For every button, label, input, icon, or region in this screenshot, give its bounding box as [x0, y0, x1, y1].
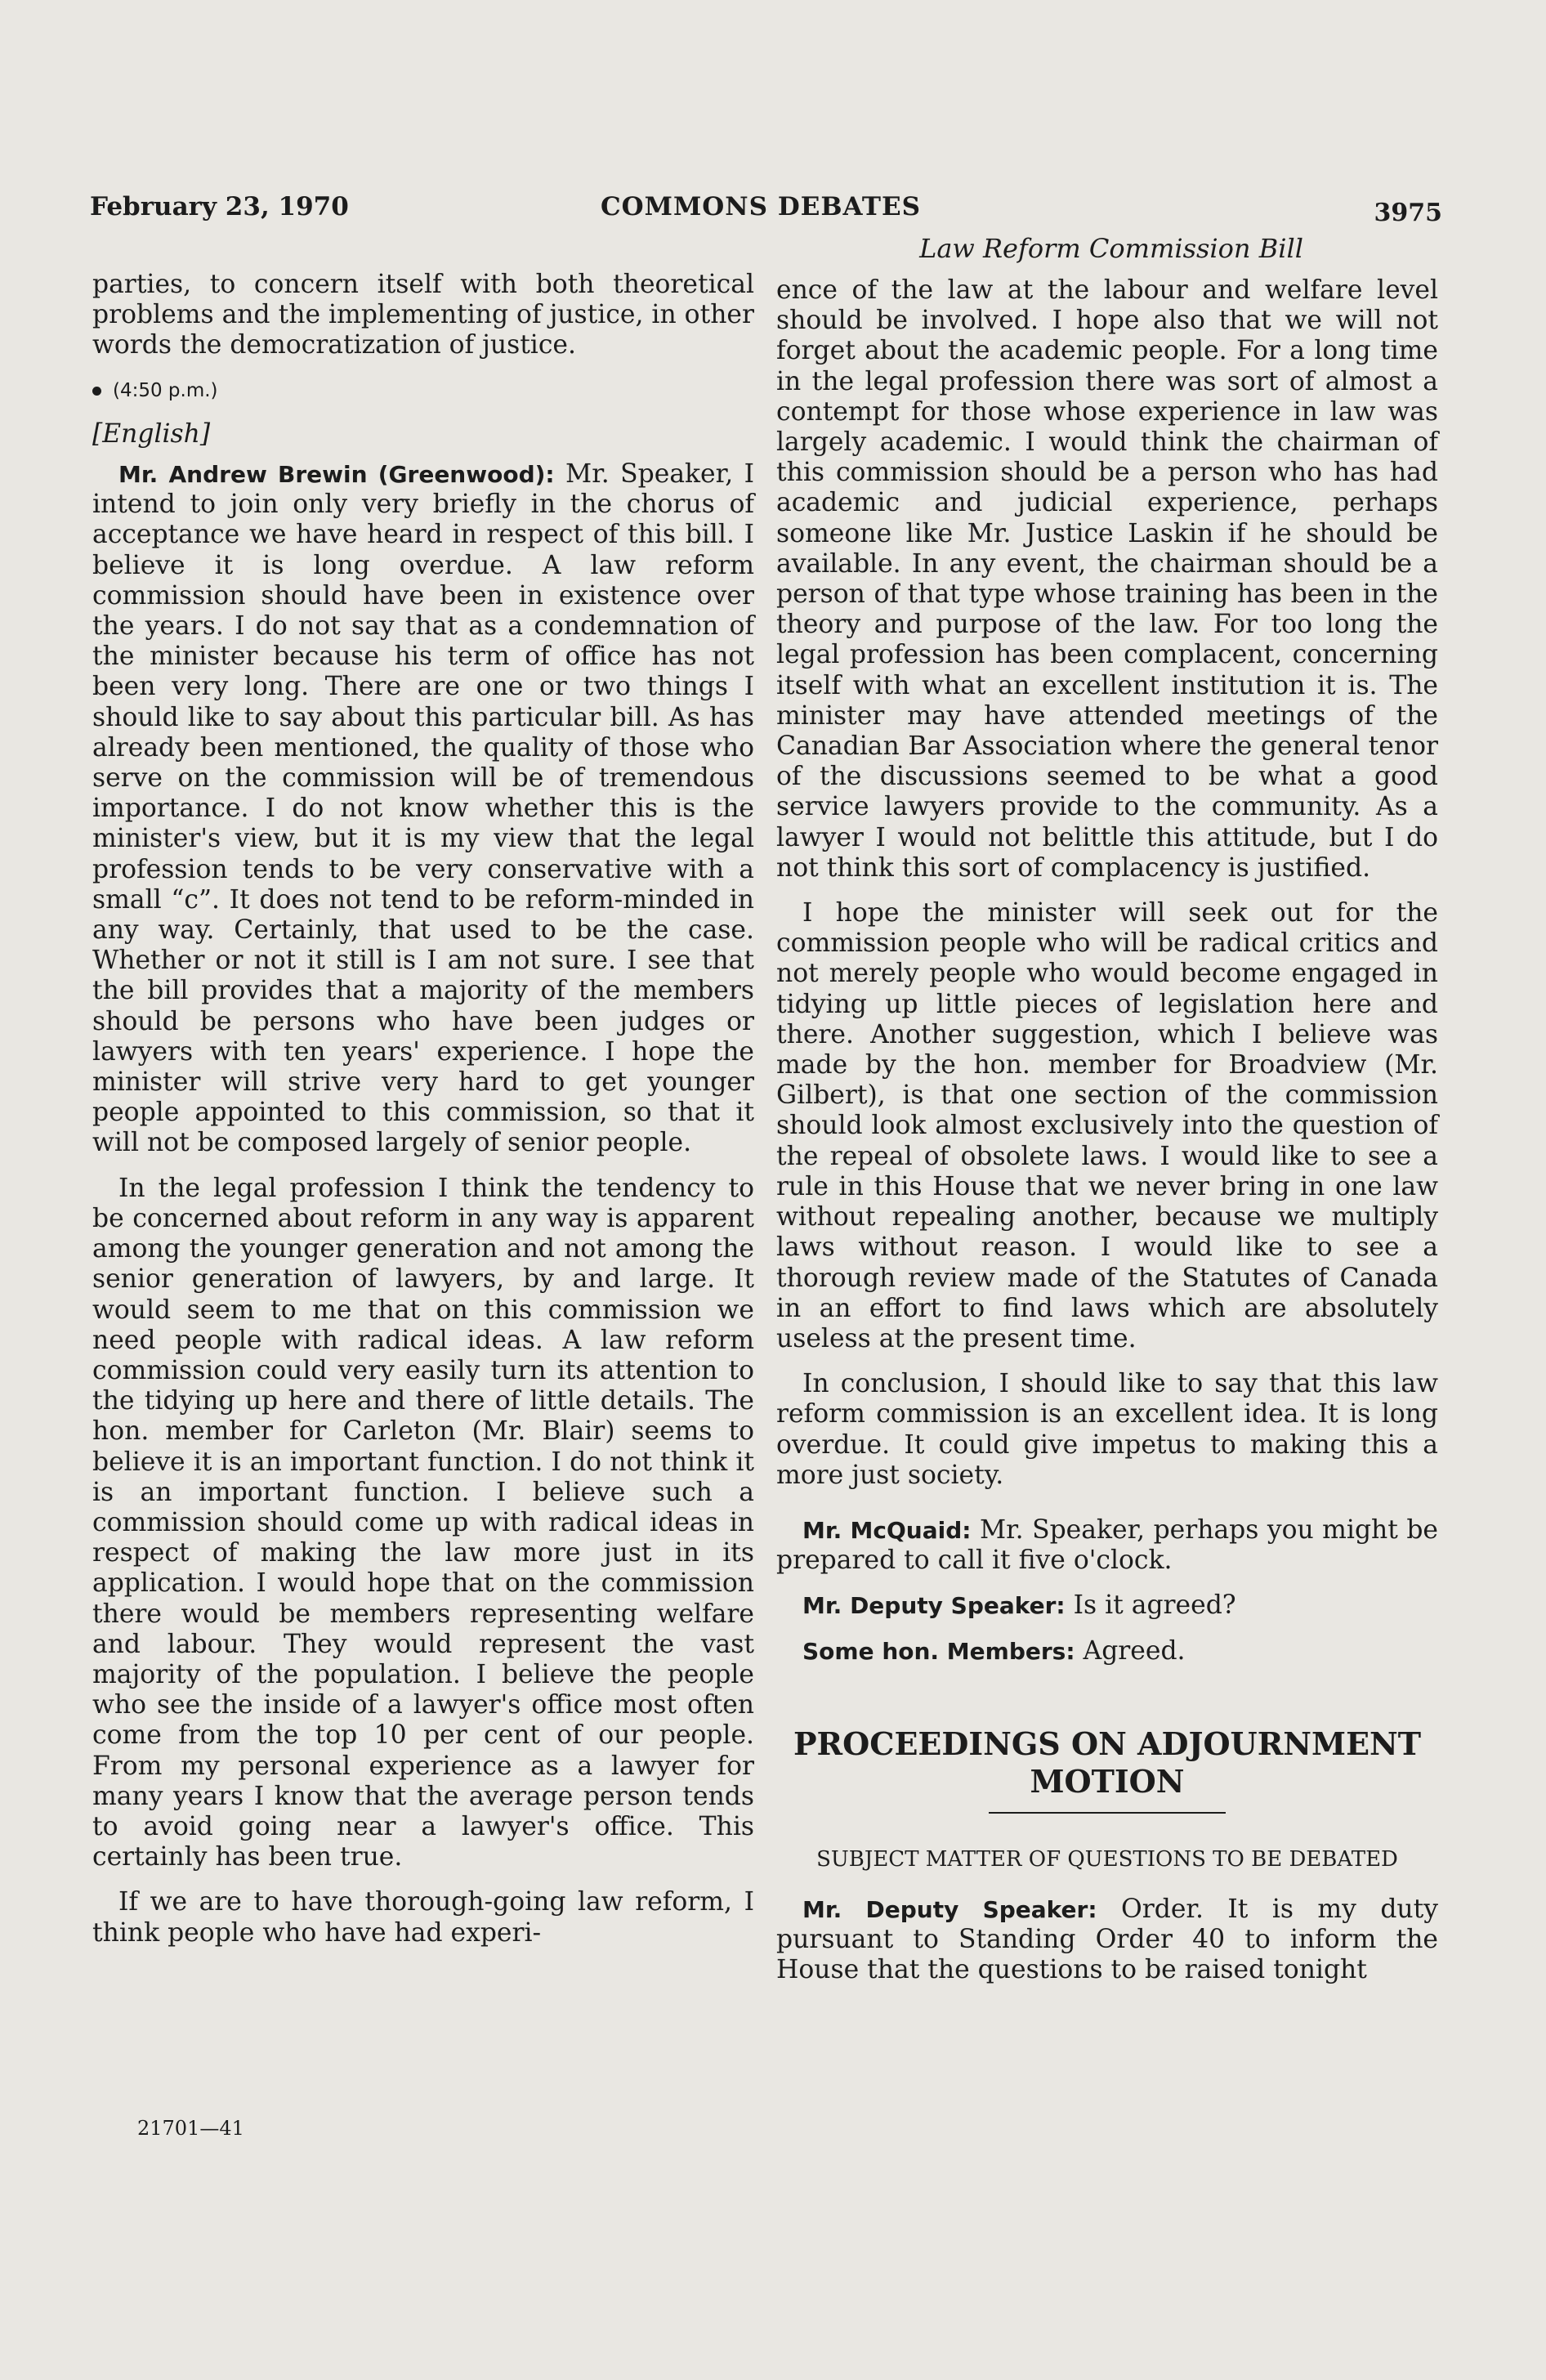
page-header	[90, 192, 1442, 228]
page-number: 3975	[1374, 199, 1442, 227]
footer-code: 21701—41	[137, 2117, 244, 2140]
paragraph: ence of the law at the labour and welfare level should be involved. I hope also that we will not forget about the academic people. For a long time in the legal profession there was sort of almost a contempt for those whose experience in law was largely academic. I would think the chairman of this commission should be a person who has had academic and judicial experience, perhaps someone like Mr. Justice Laskin if he should be available. In any event, the chairman should be a person of that type whose training has been in the theory and purpose of the law. For too long the legal profession has been complacent, concerning itself with what an excellent institution it is. The minister may have attended meetings of the Canadian Bar Association where the general tenor of the discussions seemed to be what a good service lawyers provide to the community. As a lawyer I would not belittle this attitude, but I do not think this sort of complacency is justified.	[776, 275, 1438, 883]
speaker-name: Mr. McQuaid:	[802, 1516, 972, 1544]
speaker-name: Mr. Deputy Speaker:	[802, 1592, 1066, 1620]
section-heading: PROCEEDINGS ON ADJOURNMENT MOTION	[793, 1725, 1422, 1800]
paragraph: In the legal profession I think the tendency to be concerned about reform in any way is apparent among the younger generation and not among the senior generation of lawyers, by and large. It would seem to me that on this commission we need people with radical ideas. A law reform commission could very easily turn its attention to the tidying up here and there of little details. The hon. member for Carleton (Mr. Blair) seems to believe it is an important function. I do not think it is an important function. I believe such a commission should come up with radical ideas in respect of making the law more just in its application. I would hope that on the commission there would be members representing welfare and labour. They would represent the vast majority of the population. I believe the people who see the inside of a lawyer's office most often come from the top 10 per cent of our people. From my personal experience as a lawyer for many years I know that the average person tends to avoid going near a lawyer's office. This certainly has been true.	[92, 1173, 754, 1872]
speech-paragraph	[776, 1895, 1438, 1986]
speech-text: Mr. Speaker, I intend to join only very briefly in the chorus of acceptance we have heard in respect of this bill. I believe it is long overdue. A law reform commission should have been in existence over the years. I do not say that as a condemnation of the minister because his term of office has not been very long. There are one or two things I should like to say about this particular bill. As has already been mentioned, the quality of those who serve on the commission will be of tremendous importance. I do not know whether this is the minister's view, but it is my view that the legal profession tends to be very conservative with a small “c”. It does not tend to be reform-minded in any way. Certainly, that used to be the case. Whether or not it still is I am not sure. I see that the bill provides that a majority of the members should be persons who have been judges or lawyers with ten years' experience. I hope the minister will strive very hard to get younger people appointed to this commission, so that it will not be composed largely of senior people.	[92, 459, 754, 1158]
speaker-name: Mr. Deputy Speaker:	[802, 1895, 1097, 1923]
speech-text: Is it agreed?	[1073, 1590, 1236, 1621]
running-title: Law Reform Commission Bill	[919, 233, 1303, 264]
paragraph: parties, to concern itself with both theoretical problems and the implementing of justice, in other words the democratization of justice.	[92, 270, 754, 360]
speaker-name: Some hon. Members:	[802, 1637, 1075, 1665]
speech-paragraph	[776, 1590, 1438, 1621]
timestamp	[92, 376, 754, 406]
speech-text: Agreed.	[1083, 1635, 1186, 1666]
language-marker: [English]	[92, 418, 211, 449]
speaker-name: Mr. Andrew Brewin (Greenwood):	[118, 461, 555, 489]
header-date: February 23, 1970	[90, 192, 349, 221]
bullet-icon	[92, 387, 101, 396]
timestamp-text: (4:50 p.m.)	[113, 379, 218, 401]
right-column	[776, 275, 1438, 2000]
subheading: SUBJECT MATTER OF QUESTIONS TO BE DEBATED	[816, 1846, 1398, 1872]
header-title: COMMONS DEBATES	[601, 192, 921, 221]
heading-rule	[989, 1812, 1226, 1814]
speech-text: Mr. Speaker, perhaps you might be prepared to call it five o'clock.	[776, 1514, 1439, 1576]
paragraph: If we are to have thorough-going law reform, I think people who have had experi-	[92, 1887, 754, 1948]
paragraph: I hope the minister will seek out for the commission people who will be radical critics and not merely people who would become engaged in tidying up little pieces of legislation here and there. Another suggestion, which I believe was made by the hon. member for Broadview (Mr. Gilbert), is that one section of the commission should look almost exclusively into the question of the repeal of obsolete laws. I would like to see a rule in this House that we never bring in one law without repealing another, because we multiply laws without reason. I would like to see a thorough review made of the Statutes of Canada in an effort to find laws which are absolutely useless at the present time.	[776, 898, 1438, 1353]
paragraph: In conclusion, I should like to say that this law reform commission is an excellent idea. It is long overdue. It could give impetus to making this a more just society.	[776, 1369, 1438, 1490]
speech-text: Order. It is my duty pursuant to Standing Order 40 to inform the House that the questions to be raised tonight	[776, 1894, 1438, 1985]
speech-paragraph	[92, 459, 754, 1159]
left-column	[92, 270, 754, 1963]
speech-paragraph	[776, 1636, 1438, 1666]
speech-paragraph	[776, 1515, 1438, 1576]
